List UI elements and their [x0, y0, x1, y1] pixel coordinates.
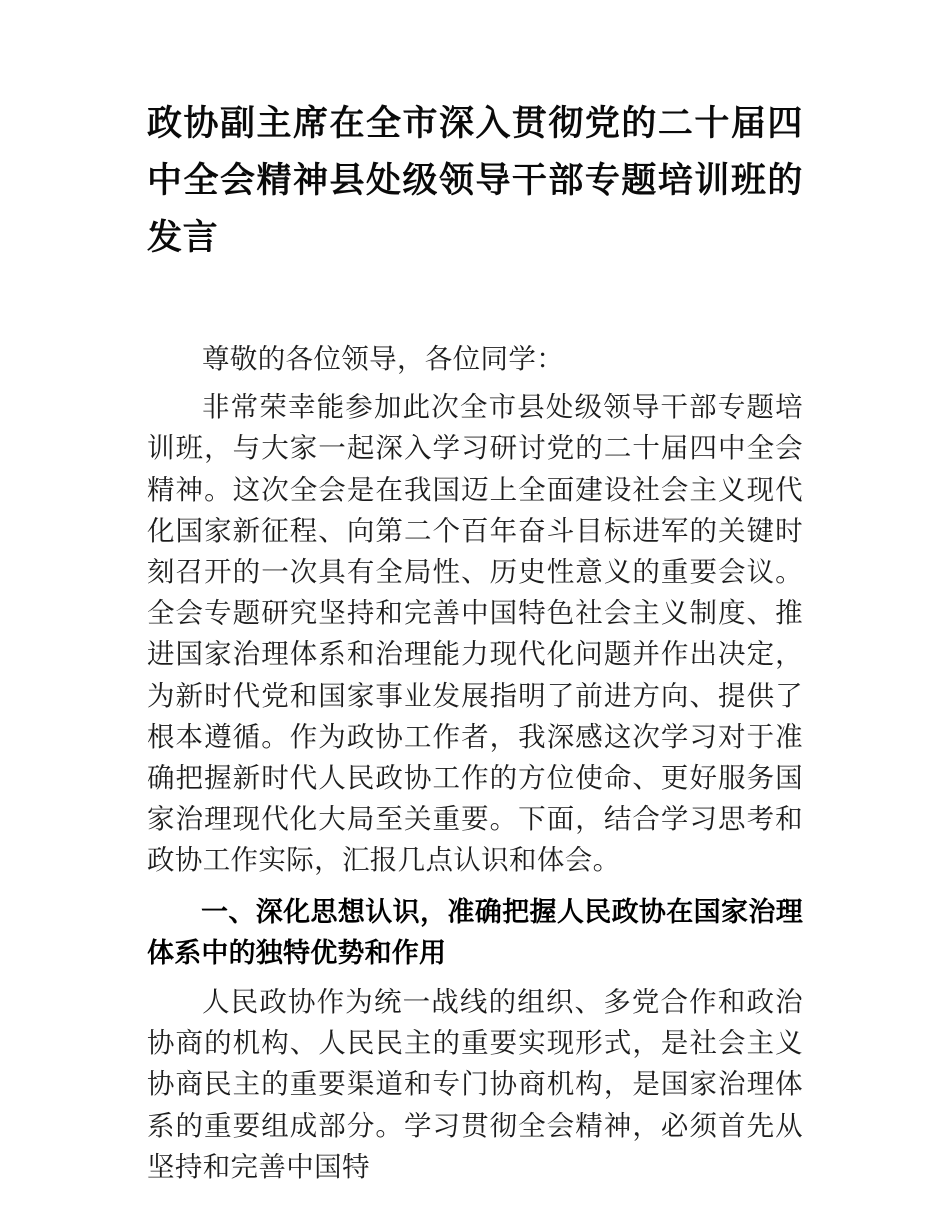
document-body: [147, 95, 803, 1187]
intro-paragraph: 非常荣幸能参加此次全市县处级领导干部专题培训班，与大家一起深入学习研讨党的二十届四中全会精神。这次全会是在我国迈上全面建设社会主义现代化国家新征程、向第二个百年奋斗目标进军的关键时刻召开的一次具有全局性、历史性意义的重要会议。全会专题研究坚持和完善中国特色社会主义制度、推进国家治理体系和治理能力现代化问题并作出决定，为新时代党和国家事业发展指明了前进方向、提供了根本遵循。作为政协工作者，我深感这次学习对于准确把握新时代人民政协工作的方位使命、更好服务国家治理现代化大局至关重要。下面，结合学习思考和政协工作实际，汇报几点认识和体会。: [147, 391, 803, 876]
salutation-line: 尊敬的各位领导，各位同学：: [202, 343, 565, 374]
section-body-spacer: [147, 974, 803, 981]
title-body-spacer: [147, 266, 803, 338]
page-title: 政协副主席在全市深入贯彻党的二十届四中全会精神县处级领导干部专题培训班的发言: [147, 104, 803, 257]
section-heading-one: 一、深化思想认识，准确把握人民政协在国家治理体系中的独特优势和作用: [147, 896, 803, 968]
paragraph-spacer: [147, 379, 803, 386]
section-one-paragraph: 人民政协作为统一战线的组织、多党合作和政治协商的机构、人民民主的重要实现形式，是社会主义协商民主的重要渠道和专门协商机构，是国家治理体系的重要组成部分。学习贯彻全会精神，必须首先从坚持和完善中国特: [147, 986, 803, 1182]
heading-spacer: [147, 881, 803, 892]
